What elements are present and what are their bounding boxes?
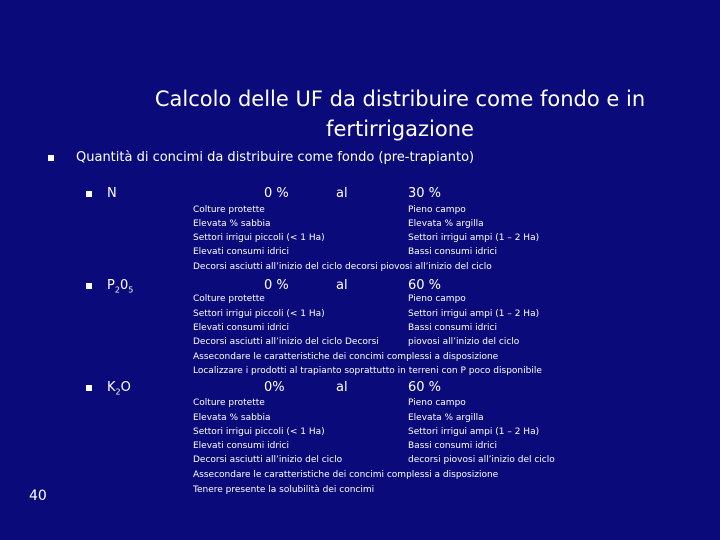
row-right: Pieno campo [408, 398, 466, 408]
row-left: Elevati consumi idrici [193, 323, 289, 333]
bullet-icon [86, 283, 92, 289]
nutrient-min: 0 % [264, 186, 289, 201]
bullet-icon [86, 385, 92, 391]
row-right: piovosi all’inizio del ciclo [408, 337, 520, 347]
nutrient-sep: al [336, 278, 348, 293]
note-line: Decorsi asciutti all’inizio del ciclo decorsi piovosi all’inizio del ciclo [193, 262, 492, 272]
nutrient-label-p2o5: $P_20_5$ [107, 278, 134, 295]
nutrient-label-n: N [107, 186, 117, 201]
main-bullet-text: Quantità di concimi da distribuire come fondo (pre-trapianto) [76, 150, 475, 165]
row-left: Settori irrigui piccoli (< 1 Ha) [193, 233, 325, 243]
row-right: Bassi consumi idrici [408, 441, 497, 451]
note-line: Assecondare le caratteristiche dei concimi complessi a disposizione [193, 352, 499, 362]
row-left: Settori irrigui piccoli (< 1 Ha) [193, 309, 325, 319]
row-right: Elevata % argilla [408, 413, 484, 423]
row-right: Settori irrigui ampi (1 – 2 Ha) [408, 233, 540, 243]
row-left: Decorsi asciutti all’inizio del ciclo [193, 455, 343, 465]
note-line: Tenere presente la solubilità dei concimi [193, 485, 375, 495]
nutrient-min: 0% [264, 380, 285, 395]
row-right: Elevata % argilla [408, 219, 484, 229]
row-right: Bassi consumi idrici [408, 323, 497, 333]
nutrient-sep: al [336, 186, 348, 201]
row-right: Settori irrigui ampi (1 – 2 Ha) [408, 309, 540, 319]
row-left: Settori irrigui piccoli (< 1 Ha) [193, 427, 325, 437]
page-number: 40 [29, 488, 47, 504]
row-left: Elevata % sabbia [193, 219, 271, 229]
nutrient-max: 60 % [408, 278, 442, 293]
row-left: Elevati consumi idrici [193, 441, 289, 451]
nutrient-max: 30 % [408, 186, 442, 201]
row-left: Colture protette [193, 294, 265, 304]
nutrient-label-k2o: $K_2O$ [107, 380, 131, 397]
note-line: Localizzare i prodotti al trapianto soprattutto in terreni con P poco disponibile [193, 366, 542, 376]
row-right: Bassi consumi idrici [408, 247, 497, 257]
row-left: Elevata % sabbia [193, 413, 271, 423]
row-left: Elevati consumi idrici [193, 247, 289, 257]
row-right: decorsi piovosi all’inizio del ciclo [408, 455, 555, 465]
nutrient-min: 0 % [264, 278, 289, 293]
row-left: Colture protette [193, 398, 265, 408]
nutrient-sep: al [336, 380, 348, 395]
slide-title: Calcolo delle UF da distribuire come fondo e in fertirrigazione [154, 87, 646, 141]
row-right: Pieno campo [408, 205, 466, 215]
row-left: Decorsi asciutti all’inizio del ciclo Decorsi [193, 337, 379, 347]
nutrient-max: 60 % [408, 380, 442, 395]
bullet-icon [86, 191, 92, 197]
row-right: Settori irrigui ampi (1 – 2 Ha) [408, 427, 540, 437]
note-line: Assecondare le caratteristiche dei concimi complessi a disposizione [193, 470, 499, 480]
bullet-icon [48, 155, 54, 161]
row-right: Pieno campo [408, 294, 466, 304]
row-left: Colture protette [193, 205, 265, 215]
